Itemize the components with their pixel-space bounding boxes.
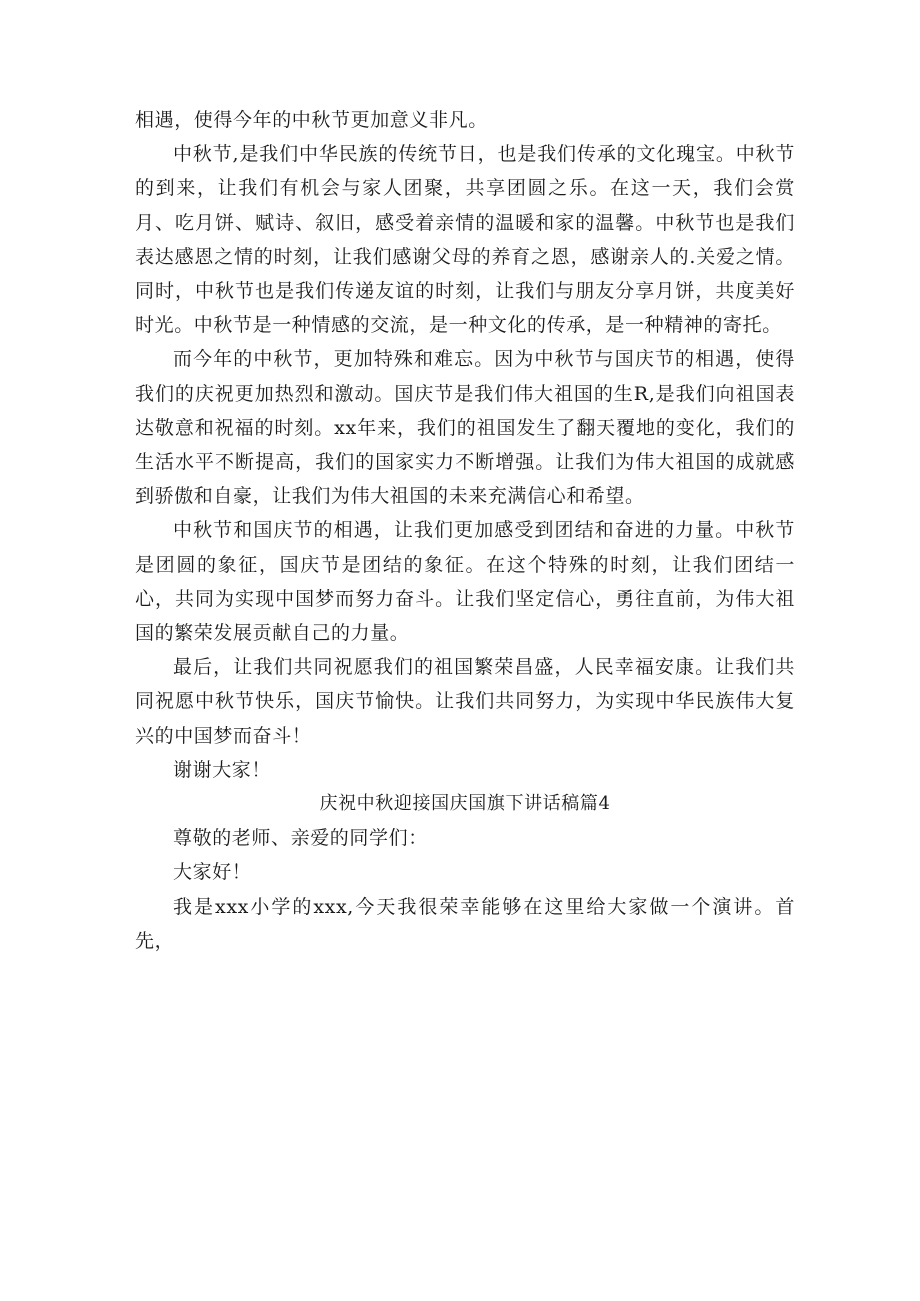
paragraph-5: 最后，让我们共同祝愿我们的祖国繁荣昌盛，人民幸福安康。让我们共同祝愿中秋节快乐，国庆节愉快。让我们共同努力，为实现中华民族伟大复兴的中国梦而奋斗！ xyxy=(135,656,795,747)
speech-opening: 我是xxx小学的xxx,今天我很荣幸能够在这里给大家做一个演讲。首先， xyxy=(135,895,795,952)
greeting: 大家好！ xyxy=(173,861,252,884)
paragraph-3: 而今年的中秋节，更加特殊和难忘。因为中秋节与国庆节的相遇，使得我们的庆祝更加热烈和激动。国庆节是我们伟大祖国的生R,是我们向祖国表达敬意和祝福的时刻。xx年来，我们的祖国发生了翻天覆地的变化，我们的生活水平不断提高，我们的国家实力不断增强。让我们为伟大祖国的成就感到骄傲和自豪，让我们为伟大祖国的未来充满信心和希望。 xyxy=(135,348,795,508)
section-title: 庆祝中秋迎接国庆国旗下讲话稿篇4 xyxy=(319,793,611,815)
document-body xyxy=(135,103,795,958)
salutation: 尊敬的老师、亲爱的同学们： xyxy=(173,827,428,850)
paragraph-1: 相遇，使得今年的中秋节更加意义非凡。 xyxy=(135,109,488,131)
closing-thanks: 谢谢大家！ xyxy=(173,758,272,781)
paragraph-2: 中秋节,是我们中华民族的传统节日，也是我们传承的文化瑰宝。中秋节的到来，让我们有机会与家人团聚，共享团圆之乐。在这一天，我们会赏月、吃月饼、赋诗、叙旧，感受着亲情的温暖和家的温馨。中秋节也是我们表达感恩之情的时刻，让我们感谢父母的养育之恩，感谢亲人的.关爱之情。同时，中秋节也是我们传递友谊的时刻，让我们与朋友分享月饼，共度美好时光。中秋节是一种情感的交流，是一种文化的传承，是一种精神的寄托。 xyxy=(135,143,795,337)
paragraph-4: 中秋节和国庆节的相遇，让我们更加感受到团结和奋进的力量。中秋节是团圆的象征，国庆节是团结的象征。在这个特殊的时刻，让我们团结一心，共同为实现中国梦而努力奋斗。让我们坚定信心，勇往直前，为伟大祖国的繁荣发展贡献自己的力量。 xyxy=(135,519,795,645)
